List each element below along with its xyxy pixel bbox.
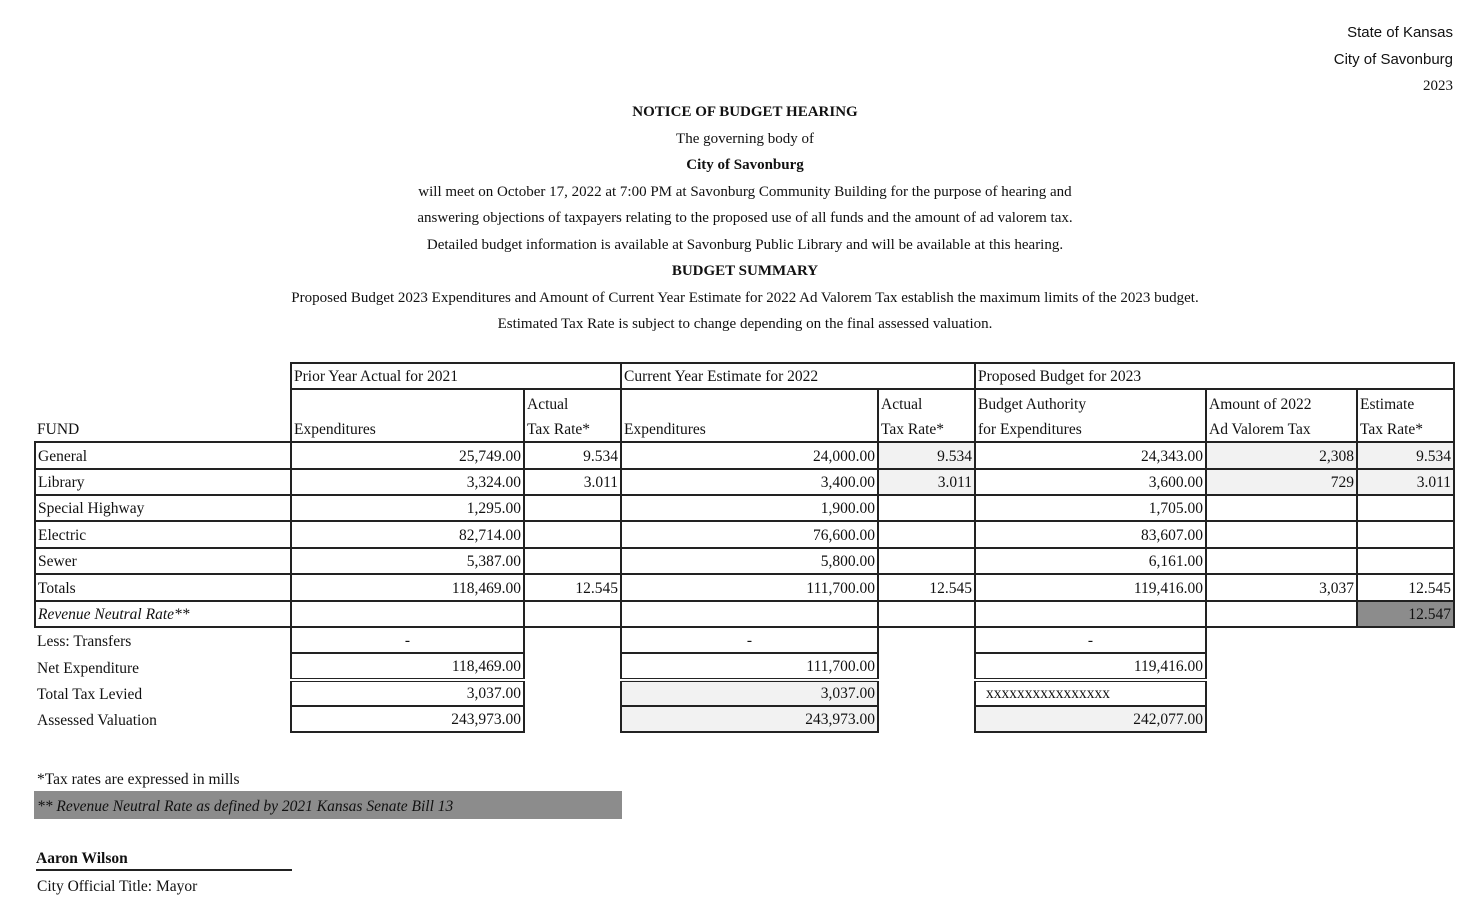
- transfers-prop: -: [975, 627, 1206, 653]
- fund-name: Special Highway: [35, 495, 291, 521]
- est-rate-cell: [1357, 521, 1454, 547]
- year-label: 2023: [1423, 78, 1453, 94]
- notice-line-2: will meet on October 17, 2022 at 7:00 PM at Savonburg Community Building for the purpose of hearing and: [418, 184, 1072, 200]
- fund-name: Sewer: [35, 548, 291, 574]
- prior-tax-rate-header: Tax Rate*: [524, 416, 621, 442]
- table-row: [35, 495, 1454, 521]
- cur-exp-cell: 76,600.00: [621, 521, 878, 547]
- cur-rate-cell: [878, 521, 975, 547]
- notice-line-3: answering objections of taxpayers relating to the proposed use of all funds and the amount of ad valorem tax.: [417, 210, 1073, 226]
- current-tax-rate-header: Tax Rate*: [878, 416, 975, 442]
- current-expenditures-header: Expenditures: [621, 416, 878, 442]
- table-row: [35, 469, 1454, 495]
- totals-row: [35, 574, 1454, 600]
- prior-exp-cell: 25,749.00: [291, 442, 524, 468]
- estimate-tax-rate-header: Tax Rate*: [1357, 416, 1454, 442]
- budget-summary-title: BUDGET SUMMARY: [671, 263, 819, 279]
- assessed-prop: 242,077.00: [975, 706, 1206, 732]
- cur-exp-cell: 5,800.00: [621, 548, 878, 574]
- notice-line-4: Detailed budget information is available at Savonburg Public Library and will be available at this hearing.: [426, 237, 1064, 253]
- prior-exp-cell: 82,714.00: [291, 521, 524, 547]
- totals-prop-exp: 119,416.00: [975, 574, 1206, 600]
- estimate-header: Estimate: [1357, 389, 1454, 415]
- totals-prior-rate: 12.545: [524, 574, 621, 600]
- prior-exp-cell: 3,324.00: [291, 469, 524, 495]
- budget-table: [34, 362, 1455, 733]
- net-expenditure-row: [35, 653, 1454, 679]
- city-label: City of Savonburg: [1333, 51, 1453, 68]
- levied-prop: xxxxxxxxxxxxxxxx: [975, 680, 1206, 706]
- totals-est-rate: 12.545: [1357, 574, 1454, 600]
- notice-line-6: Estimated Tax Rate is subject to change depending on the final assessed valuation.: [497, 316, 993, 332]
- budget-authority-header: Budget Authority: [975, 389, 1206, 415]
- fund-name: Electric: [35, 521, 291, 547]
- tax-levied-label: Total Tax Levied: [37, 686, 143, 704]
- table-row: [35, 442, 1454, 468]
- prior-exp-cell: 5,387.00: [291, 548, 524, 574]
- cur-rate-cell: 9.534: [878, 442, 975, 468]
- group-current-year: Current Year Estimate for 2022: [621, 363, 975, 389]
- assessed-valuation-label: Assessed Valuation: [37, 712, 157, 730]
- prior-rate-cell: 9.534: [524, 442, 621, 468]
- cur-exp-cell: 1,900.00: [621, 495, 878, 521]
- assessed-cur: 243,973.00: [621, 706, 878, 732]
- amount-2022-header: Amount of 2022: [1206, 389, 1357, 415]
- revenue-neutral-label: Revenue Neutral Rate**: [35, 601, 291, 627]
- est-rate-cell: 9.534: [1357, 442, 1454, 468]
- tax-levied-row: [35, 680, 1454, 706]
- est-rate-cell: [1357, 495, 1454, 521]
- net-expenditure-label: Net Expenditure: [37, 659, 140, 677]
- revenue-neutral-footnote: ** Revenue Neutral Rate as defined by 2021 Kansas Senate Bill 13: [34, 791, 622, 819]
- adval-cell: [1206, 495, 1357, 521]
- prior-rate-cell: [524, 495, 621, 521]
- adval-cell: 729: [1206, 469, 1357, 495]
- assessed-prior: 243,973.00: [291, 706, 524, 732]
- totals-adval: 3,037: [1206, 574, 1357, 600]
- net-cur: 111,700.00: [621, 653, 878, 679]
- official-title: City Official Title: Mayor: [37, 878, 198, 895]
- ad-valorem-header: Ad Valorem Tax: [1206, 416, 1357, 442]
- cur-rate-cell: 3.011: [878, 469, 975, 495]
- revenue-neutral-row: [35, 601, 1454, 627]
- table-subheader-row-1: [35, 389, 1454, 415]
- est-rate-cell: 3.011: [1357, 469, 1454, 495]
- transfers-row: [35, 627, 1454, 653]
- cur-rate-cell: [878, 495, 975, 521]
- current-actual-header: Actual: [878, 389, 975, 415]
- notice-title: NOTICE OF BUDGET HEARING: [632, 104, 858, 120]
- state-label: State of Kansas: [1347, 24, 1453, 41]
- table-row: [35, 521, 1454, 547]
- notice-line-1: The governing body of: [676, 131, 814, 147]
- est-rate-cell: [1357, 548, 1454, 574]
- levied-prior: 3,037.00: [291, 680, 524, 706]
- mills-footnote: *Tax rates are expressed in mills: [37, 771, 240, 788]
- fund-name: Library: [35, 469, 291, 495]
- totals-cur-rate: 12.545: [878, 574, 975, 600]
- prior-rate-cell: 3.011: [524, 469, 621, 495]
- table-subheader-row-2: [35, 416, 1454, 442]
- transfers-label: Less: Transfers: [37, 633, 132, 651]
- official-name: Aaron Wilson: [36, 850, 292, 871]
- prop-exp-cell: 6,161.00: [975, 548, 1206, 574]
- totals-label: Totals: [35, 574, 291, 600]
- transfers-cur: -: [621, 627, 878, 653]
- cur-exp-cell: 3,400.00: [621, 469, 878, 495]
- adval-cell: 2,308: [1206, 442, 1357, 468]
- assessed-valuation-row: [35, 706, 1454, 732]
- prior-rate-cell: [524, 548, 621, 574]
- prop-exp-cell: 3,600.00: [975, 469, 1206, 495]
- group-proposed: Proposed Budget for 2023: [975, 363, 1206, 389]
- for-expenditures-header: for Expenditures: [975, 416, 1206, 442]
- cur-exp-cell: 24,000.00: [621, 442, 878, 468]
- group-prior-year: Prior Year Actual for 2021: [291, 363, 621, 389]
- prop-exp-cell: 24,343.00: [975, 442, 1206, 468]
- prior-expenditures-header: Expenditures: [291, 416, 524, 442]
- cur-rate-cell: [878, 548, 975, 574]
- notice-city: City of Savonburg: [686, 157, 804, 173]
- adval-cell: [1206, 521, 1357, 547]
- prior-exp-cell: 1,295.00: [291, 495, 524, 521]
- prior-actual-header: Actual: [524, 389, 621, 415]
- table-group-header-row: [35, 363, 1454, 389]
- prior-rate-cell: [524, 521, 621, 547]
- revenue-neutral-value: 12.547: [1357, 601, 1454, 627]
- table-row: [35, 548, 1454, 574]
- levied-cur: 3,037.00: [621, 680, 878, 706]
- prop-exp-cell: 1,705.00: [975, 495, 1206, 521]
- fund-header: FUND: [37, 421, 80, 439]
- totals-prior-exp: 118,469.00: [291, 574, 524, 600]
- net-prior: 118,469.00: [291, 653, 524, 679]
- transfers-prior: -: [291, 627, 524, 653]
- prop-exp-cell: 83,607.00: [975, 521, 1206, 547]
- notice-line-5: Proposed Budget 2023 Expenditures and Amount of Current Year Estimate for 2022 Ad Valorem Tax establish the maximum limits of the 2023 budget.: [291, 290, 1199, 306]
- fund-name: General: [35, 442, 291, 468]
- totals-cur-exp: 111,700.00: [621, 574, 878, 600]
- net-prop: 119,416.00: [975, 653, 1206, 679]
- adval-cell: [1206, 548, 1357, 574]
